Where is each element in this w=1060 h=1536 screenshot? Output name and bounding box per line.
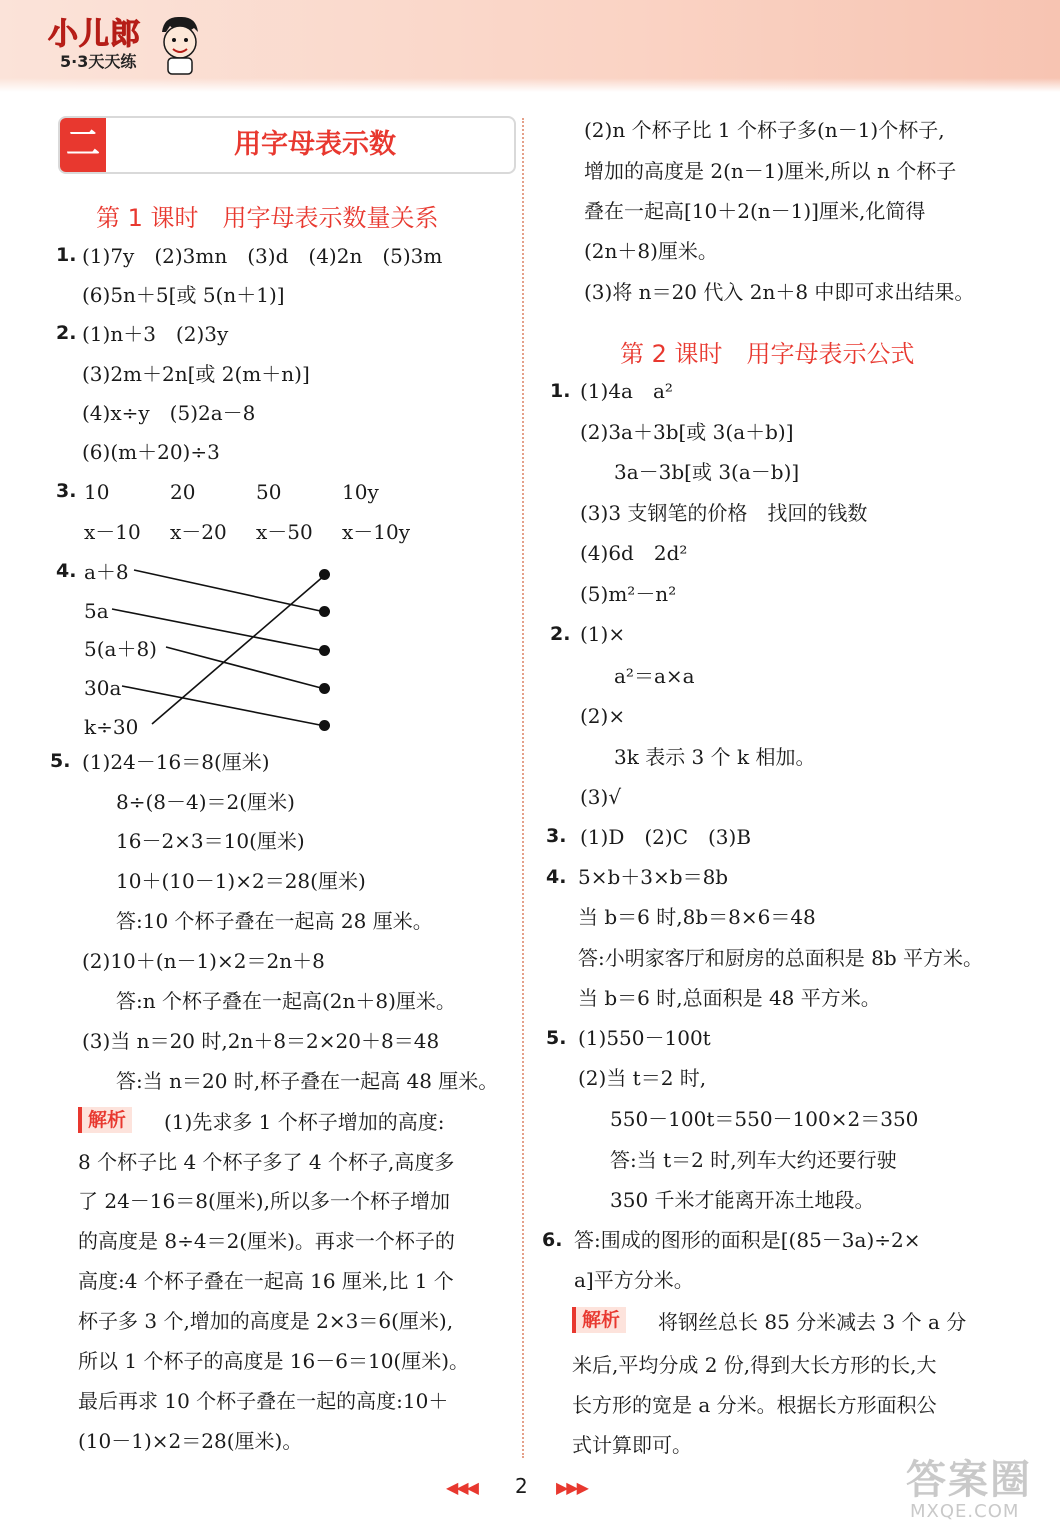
analysis-line: 所以 1 个杯子的高度是 16－6＝10(厘米)。 (78, 1349, 470, 1373)
answer-line: (3)√ (580, 785, 622, 809)
page-number: 2 (515, 1474, 528, 1498)
lesson-2-title: 第 2 课时 用字母表示公式 (620, 340, 915, 368)
answer-line: (4)6d 2d² (580, 541, 688, 565)
watermark (906, 1458, 1052, 1528)
analysis-line: 杯子多 3 个,增加的高度是 2×3＝6(厘米), (78, 1309, 454, 1333)
analysis-line: 米后,平均分成 2 份,得到大长方形的长,大 (572, 1353, 937, 1377)
lesson-1-title: 第 1 课时 用字母表示数量关系 (96, 204, 439, 232)
answer-line: (1)24－16＝8(厘米) (82, 750, 270, 774)
table-cell: 10y (342, 480, 379, 504)
answer-line: 5×b＋3×b＝8b (578, 865, 729, 889)
analysis-line: 最后再求 10 个杯子叠在一起的高度:10＋ (78, 1389, 449, 1413)
table-cell: x－10 (84, 520, 141, 544)
answer-line: (4)x÷y (5)2a－8 (82, 401, 256, 425)
answer-line: 350 千米才能离开冻土地段。 (610, 1188, 875, 1212)
answer-line: 答:10 个杯子叠在一起高 28 厘米。 (116, 909, 433, 933)
answer-line: (6)5n＋5[或 5(n＋1)] (82, 283, 285, 307)
answer-line: (1)× (580, 622, 626, 646)
answer-line: 550－100t＝550－100×2＝350 (610, 1107, 919, 1131)
answer-line: (2)10＋(n－1)×2＝2n＋8 (82, 949, 325, 973)
question-number: 3. (56, 480, 77, 502)
matching-dot (319, 645, 330, 656)
analysis-tag: 解析 (572, 1307, 626, 1333)
answer-line: (1)D (2)C (3)B (580, 825, 752, 849)
analysis-line: 了 24－16＝8(厘米),所以多一个杯子增加 (78, 1189, 450, 1213)
table-cell: x－50 (256, 520, 313, 544)
analysis-tag: 解析 (78, 1107, 132, 1133)
table-cell: 10 (84, 480, 110, 504)
answer-line: (6)(m＋20)÷3 (82, 440, 220, 464)
answer-line: 答:小明家客厅和厨房的总面积是 8b 平方米。 (578, 946, 983, 970)
answer-line: 答:围成的图形的面积是[(85－3a)÷2× (574, 1228, 921, 1252)
question-number: 4. (546, 866, 567, 888)
answer-line: 当 b＝6 时,8b＝8×6＝48 (578, 905, 816, 929)
answer-line: (1)550－100t (578, 1026, 711, 1050)
watermark-url: MXQE.COM (910, 1501, 1020, 1522)
answer-line: 当 b＝6 时,总面积是 48 平方米。 (578, 986, 881, 1010)
analysis-line: 式计算即可。 (572, 1433, 692, 1457)
table-cell: 50 (256, 480, 282, 504)
answer-line: 16－2×3＝10(厘米) (116, 829, 305, 853)
question-number: 2. (550, 623, 571, 645)
analysis-line: (10－1)×2＝28(厘米)。 (78, 1429, 303, 1453)
analysis-line: 增加的高度是 2(n－1)厘米,所以 n 个杯子 (584, 159, 957, 183)
chapter-title: 用字母表示数 (234, 129, 396, 160)
table-cell: x－10y (342, 520, 411, 544)
matching-dot (319, 569, 330, 580)
question-number: 4. (56, 560, 77, 582)
answer-line: (5)m²－n² (580, 582, 677, 606)
answer-line: 答:当 n＝20 时,杯子叠在一起高 48 厘米。 (116, 1069, 499, 1093)
matching-dot (319, 683, 330, 694)
question-number: 3. (546, 825, 567, 847)
table-cell: 20 (170, 480, 196, 504)
answer-line: (2)3a＋3b[或 3(a＋b)] (580, 420, 794, 444)
analysis-line: 长方形的宽是 a 分米。根据长方形面积公 (572, 1393, 937, 1417)
analysis-line: (3)将 n＝20 代入 2n＋8 中即可求出结果。 (584, 280, 975, 304)
answer-line: (3)3 支钢笔的价格 找回的钱数 (580, 501, 868, 525)
answer-line: a²＝a×a (614, 664, 695, 688)
answer-line: 10＋(10－1)×2＝28(厘米) (116, 869, 366, 893)
analysis-line: (2)n 个杯子比 1 个杯子多(n－1)个杯子, (584, 118, 945, 142)
matching-item: 5a (84, 599, 109, 623)
question-number: 1. (550, 380, 571, 402)
matching-dot (319, 606, 330, 617)
question-number: 5. (546, 1027, 567, 1049)
matching-lines (0, 0, 1060, 760)
question-number: 5. (50, 750, 71, 772)
answer-line: (3)2m＋2n[或 2(m＋n)] (82, 362, 310, 386)
matching-dot (319, 720, 330, 731)
watermark-logo: 答案圈 (906, 1457, 1032, 1503)
matching-item: 30a (84, 676, 122, 700)
analysis-line: 将钢丝总长 85 分米减去 3 个 a 分 (658, 1310, 967, 1334)
matching-item: k÷30 (84, 715, 139, 739)
answer-line: (1)7y (2)3mn (3)d (4)2n (5)3m (82, 244, 443, 268)
answer-line: (1)n＋3 (2)3y (82, 322, 229, 346)
question-number: 1. (56, 244, 77, 266)
answer-line: 8÷(8－4)＝2(厘米) (116, 790, 295, 814)
answer-line: (3)当 n＝20 时,2n＋8＝2×20＋8＝48 (82, 1029, 440, 1053)
question-number: 6. (542, 1229, 563, 1251)
answer-line: 3k 表示 3 个 k 相加。 (614, 745, 816, 769)
question-number: 2. (56, 322, 77, 344)
answer-line: (2)× (580, 704, 626, 728)
answer-line: (1)4a a² (580, 379, 673, 403)
logo-subtitle: 5·3天天练 (60, 52, 137, 71)
answer-line: 答:n 个杯子叠在一起高(2n＋8)厘米。 (116, 989, 456, 1013)
matching-item: a＋8 (84, 560, 129, 584)
table-cell: x－20 (170, 520, 227, 544)
analysis-line: 高度:4 个杯子叠在一起高 16 厘米,比 1 个 (78, 1269, 454, 1293)
right-arrows-icon: ▶▶▶ (556, 1478, 587, 1497)
analysis-line: 叠在一起高[10＋2(n－1)]厘米,化简得 (584, 199, 926, 223)
answer-line: 3a－3b[或 3(a－b)] (614, 460, 800, 484)
analysis-line: 的高度是 8÷4＝2(厘米)。再求一个杯子的 (78, 1229, 455, 1253)
matching-item: 5(a＋8) (84, 637, 157, 661)
analysis-line: 8 个杯子比 4 个杯子多了 4 个杯子,高度多 (78, 1150, 455, 1174)
answer-line: a]平方分米。 (574, 1268, 694, 1292)
left-arrows-icon: ◀◀◀ (446, 1478, 477, 1497)
logo-title: 小儿郎 (48, 17, 141, 52)
chapter-number: 二 (60, 118, 106, 172)
answer-line: 答:当 t＝2 时,列车大约还要行驶 (610, 1148, 897, 1172)
analysis-line: (1)先求多 1 个杯子增加的高度: (164, 1110, 445, 1134)
answer-line: (2)当 t＝2 时, (578, 1066, 707, 1090)
analysis-line: (2n＋8)厘米。 (584, 239, 718, 263)
